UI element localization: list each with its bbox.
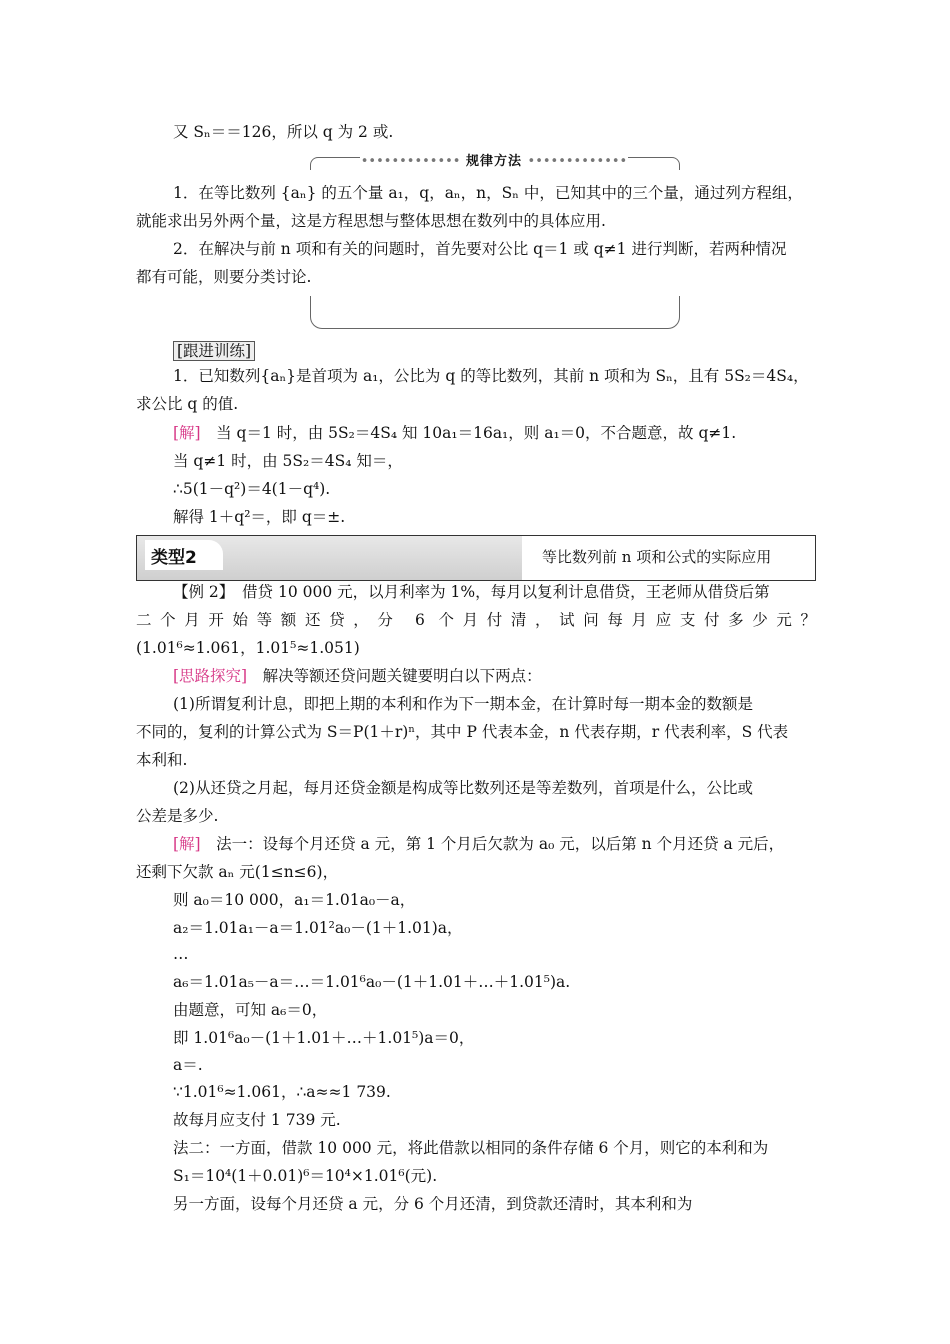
type-label: 类型2 (151, 548, 197, 568)
hint-tag: [思路探究] (173, 667, 248, 685)
solution-line (173, 422, 853, 444)
type-title: 等比数列前 n 项和公式的实际应用 (542, 548, 772, 566)
text-line: ∴5(1－q²)＝4(1－q⁴). (173, 480, 331, 498)
text-line: 不同的，复利的计算公式为 S＝P(1＋r)ⁿ，其中 P 代表本金，n 代表存期，r 代表利率，S 代表 (136, 723, 789, 741)
text-line: 就能求出另外两个量，这是方程思想与整体思想在数列中的具体应用. (136, 212, 606, 230)
text-line: S₁＝10⁴(1＋0.01)⁶＝10⁴×1.01⁶(元). (173, 1167, 438, 1185)
method-title: ••••••••••••• 规律方法 ••••••••••••• (360, 150, 628, 169)
solution-text: 当 q＝1 时，由 5S₂＝4S₄ 知 10a₁＝16a₁，则 a₁＝0，不合题意，故 q≠1. (200, 424, 737, 442)
text-line: ∵1.01⁶≈1.061，∴a≈≈1 739. (173, 1083, 391, 1101)
text-line: 还剩下欠款 aₙ 元(1≤n≤6)， (136, 863, 339, 881)
solution-line (173, 833, 853, 855)
followup-label: [跟进训练] (173, 341, 255, 361)
text-line: 当 q≠1 时，由 5S₂＝4S₄ 知＝， (173, 452, 403, 470)
solution-tag: [解] (173, 835, 201, 853)
text-line: 故每月应支付 1 739 元. (173, 1111, 341, 1129)
text-line: 法二：一方面，借款 10 000 元，将此借款以相同的条件存储 6 个月，则它的本利和为 (173, 1139, 769, 1157)
text-line: 由题意，可知 a₆＝0， (173, 1001, 328, 1019)
text-line: … (173, 945, 189, 963)
solution-text: 法一：设每个月还贷 a 元，第 1 个月后欠款为 a₀ 元，以后第 n 个月还贷 a 元后， (200, 835, 785, 853)
text-line: 又 Sₙ＝＝126，所以 q 为 2 或. (173, 123, 394, 141)
text-line: 即 1.01⁶a₀－(1＋1.01＋…＋1.01⁵)a＝0， (173, 1029, 475, 1047)
text-line: 都有可能，则要分类讨论. (136, 268, 312, 286)
text-line: a＝. (173, 1056, 203, 1074)
text-line: a₆＝1.01a₅－a＝…＝1.01⁶a₀－(1＋1.01＋…＋1.01⁵)a. (173, 973, 571, 991)
text-line: 二个月开始等额还贷，分 6 个月付清，试问每月应支付多少元？ (136, 611, 816, 629)
followup-label-line (173, 340, 853, 362)
text-line: (1)所谓复利计息，即把上期的本利和作为下一期本金，在计算时每一期本金的数额是 (173, 695, 753, 713)
solution-tag: [解] (173, 424, 201, 442)
hint-line (173, 665, 853, 687)
text-line: 1．已知数列{aₙ}是首项为 a₁，公比为 q 的等比数列，其前 n 项和为 Sₙ，且有 5S₂＝4S₄， (173, 367, 809, 385)
text-line: (2)从还贷之月起，每月还贷金额是构成等比数列还是等差数列，首项是什么，公比或 (173, 779, 753, 797)
text-line: 【例 2】 借贷 10 000 元，以月利率为 1%，每月以复利计息借贷，王老师从借贷后第 (173, 583, 770, 601)
text-line: (1.01⁶≈1.061，1.01⁵≈1.051) (136, 639, 360, 657)
text-line: 解得 1＋q²＝，即 q＝±. (173, 508, 346, 526)
text-line: 本利和. (136, 751, 188, 769)
method-box-bottom (310, 296, 680, 329)
text-line: 2．在解决与前 n 项和有关的问题时，首先要对公比 q＝1 或 q≠1 进行判断，若两种情况 (173, 240, 787, 258)
text-line: 则 a₀＝10 000，a₁＝1.01a₀－a， (173, 891, 416, 909)
type-banner (136, 535, 816, 581)
text-line: 另一方面，设每个月还贷 a 元，分 6 个月还清，到贷款还清时，其本利和为 (173, 1195, 693, 1213)
text-line: 1．在等比数列 {aₙ} 的五个量 a₁，q，aₙ，n，Sₙ 中，已知其中的三个量，通过列方程组， (173, 184, 803, 202)
text-line: a₂＝1.01a₁－a＝1.01²a₀－(1＋1.01)a， (173, 919, 463, 937)
text-line: 求公比 q 的值. (136, 395, 239, 413)
hint-text: 解决等额还贷问题关键要明白以下两点： (247, 667, 542, 685)
text-line: 公差是多少. (136, 807, 219, 825)
method-title-text: 规律方法 (465, 154, 522, 169)
